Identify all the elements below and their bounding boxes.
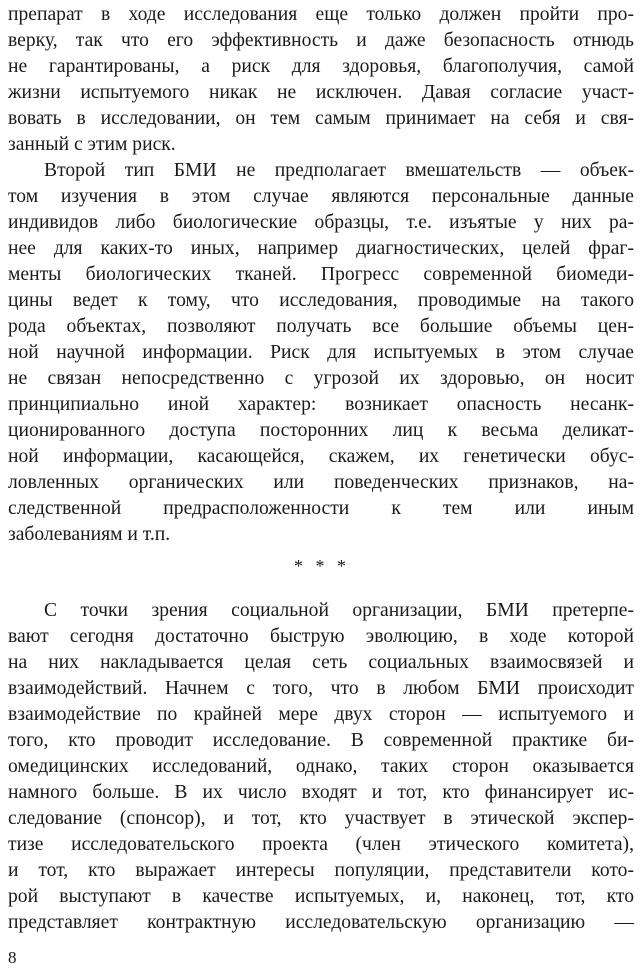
text-line: жизни испытуемого никак не исключен. Давая согласие участ-: [8, 82, 634, 103]
text-line: верку, так что его эффективность и даже безопасность отнюдь: [8, 30, 634, 51]
text-line: рода объектах, позволяют получать все большие объемы цен-: [8, 316, 634, 337]
text-line: следственной предрасположенности к тем или иным: [8, 498, 634, 519]
text-line: Второй тип БМИ не предполагает вмешательств — объек-: [44, 160, 634, 181]
text-line: намного больше. В их число входят и тот, кто финансирует ис-: [8, 782, 634, 803]
text-line: не гарантированы, а риск для здоровья, благополучия, самой: [8, 56, 634, 77]
text-line: взаимодействие по крайней мере двух сторон — испытуемого и: [8, 704, 634, 725]
text-line: препарат в ходе исследования еще только должен пройти про-: [8, 4, 634, 25]
text-line: не связан непосредственно с угрозой их здоровью, он носит: [8, 368, 634, 389]
text-line: занный с этим риск.: [8, 134, 176, 155]
text-line: того, кто проводит исследование. В современной практике би-: [8, 730, 634, 751]
text-line: тизе исследовательского проекта (член этического комитета),: [8, 834, 634, 855]
text-line: взаимодействий. Начнем с того, что в любом БМИ происходит: [8, 678, 634, 699]
text-line: менты биологических тканей. Прогресс современной биомеди-: [8, 264, 634, 285]
text-line: рой выступают в качестве испытуемых, и, наконец, тот, кто: [8, 886, 634, 907]
text-line: цины ведет к тому, что исследования, проводимые на такого: [8, 290, 634, 311]
text-line: на них накладывается целая сеть социальных взаимосвязей и: [8, 652, 634, 673]
text-line: следование (спонсор), и тот, кто участвует в этической экспер-: [8, 808, 634, 829]
page-number: 8: [8, 948, 17, 967]
text-line: С точки зрения социальной организации, БМИ претерпе-: [44, 600, 634, 621]
text-line: и тот, кто выражает интересы популяции, представители кото-: [8, 860, 634, 881]
text-line: индивидов либо биологические образцы, т.е. изъятые у них ра-: [8, 212, 634, 233]
text-line: нее для каких-то иных, например диагностических, целей фраг-: [8, 238, 634, 259]
text-line: омедицинских исследований, однако, таких сторон оказывается: [8, 756, 634, 777]
text-line: том изучения в этом случае являются персональные данные: [8, 186, 634, 207]
text-line: ной научной информации. Риск для испытуемых в этом случае: [8, 342, 634, 363]
text-line: ной информации, касающейся, скажем, их генетически обус-: [8, 446, 634, 467]
text-line: заболеваниям и т.п.: [8, 524, 171, 545]
text-line: вовать в исследовании, он тем самым принимает на себя и свя-: [8, 108, 634, 129]
text-line: принципиально иной характер: возникает опасность несанк-: [8, 394, 634, 415]
text-line: представляет контрактную исследовательскую организацию —: [8, 912, 634, 933]
text-line: ловленных органических или поведенческих признаков, на-: [8, 472, 634, 493]
section-separator: * * *: [294, 556, 350, 576]
text-line: ционированного доступа посторонних лиц к весьма деликат-: [8, 420, 634, 441]
text-line: вают сегодня достаточно быструю эволюцию, в ходе которой: [8, 626, 634, 647]
